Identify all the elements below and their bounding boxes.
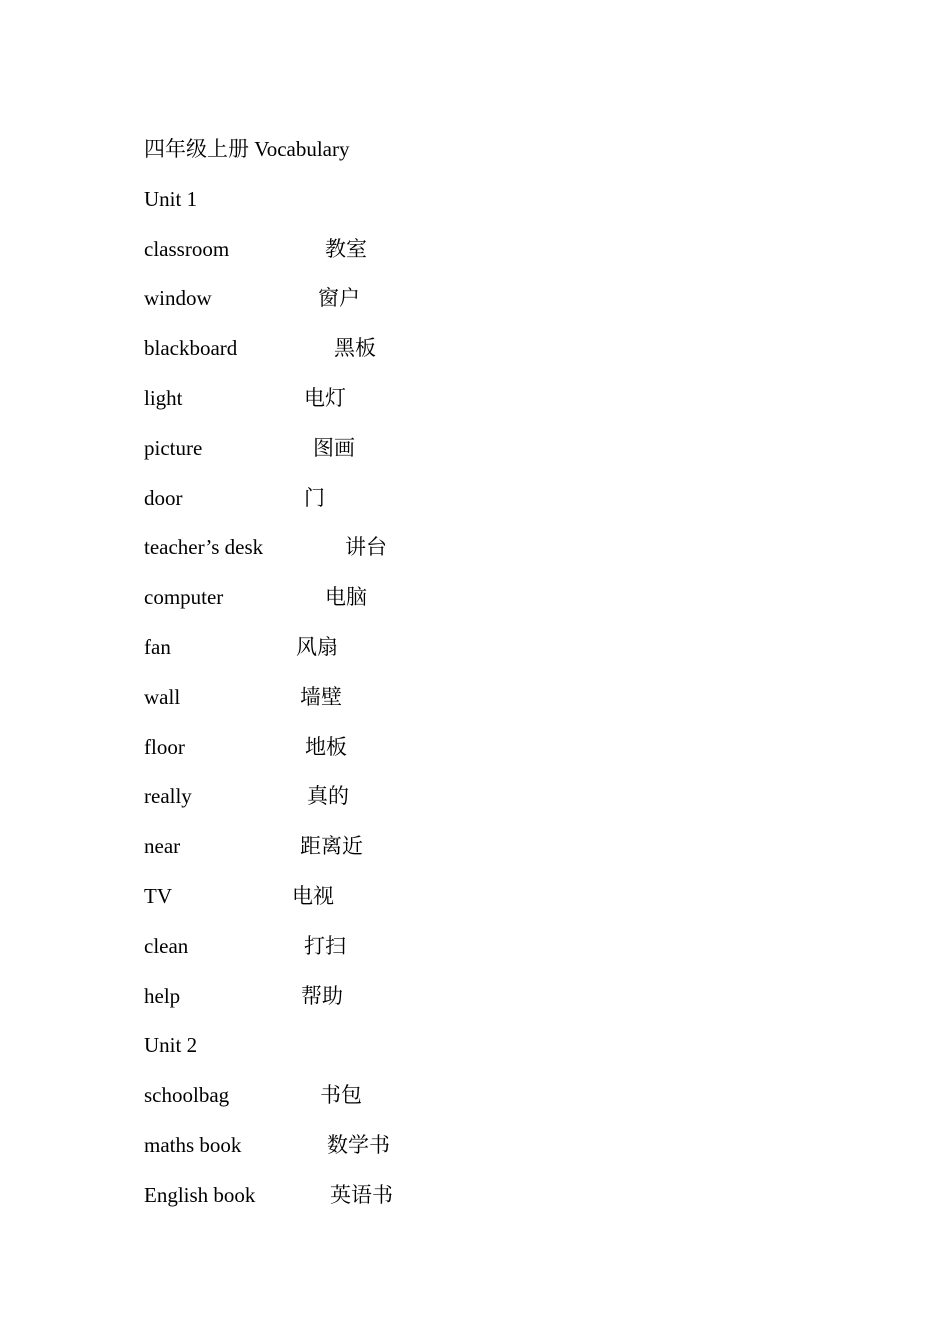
vocab-chinese: 真的: [307, 784, 349, 809]
vocab-english: help: [144, 983, 181, 1008]
vocab-row: [144, 283, 844, 333]
unit-heading: Unit 2: [144, 1033, 198, 1058]
vocab-english: blackboard: [144, 336, 238, 361]
vocab-row: [144, 981, 844, 1031]
vocab-chinese: 打扫: [304, 933, 346, 958]
document-page: [144, 134, 844, 1230]
vocab-row: [144, 831, 844, 881]
vocab-english: floor: [144, 734, 185, 759]
vocab-row: [144, 632, 844, 682]
vocab-chinese: 电灯: [304, 385, 346, 410]
vocab-chinese: 英语书: [330, 1182, 393, 1207]
vocab-row: [144, 732, 844, 782]
vocab-chinese: 墙壁: [300, 684, 342, 709]
vocab-chinese: 风扇: [296, 634, 338, 659]
vocab-chinese: 地板: [305, 734, 347, 759]
vocab-row: [144, 333, 844, 383]
vocab-row: [144, 1130, 844, 1180]
vocab-english: classroom: [144, 236, 230, 261]
vocab-chinese: 电脑: [325, 585, 367, 610]
vocab-english: clean: [144, 933, 189, 958]
vocab-chinese: 窗户: [318, 286, 360, 311]
vocab-chinese: 数学书: [327, 1132, 390, 1157]
vocab-english: really: [144, 784, 192, 809]
vocab-row: [144, 483, 844, 533]
vocab-chinese: 图画: [313, 435, 355, 460]
unit-heading-line: [144, 1030, 844, 1080]
vocab-english: teacher’s desk: [144, 535, 264, 560]
vocab-english: window: [144, 286, 212, 311]
document-title-line: [144, 134, 844, 184]
vocab-english: picture: [144, 435, 203, 460]
vocab-chinese: 教室: [325, 236, 367, 261]
vocab-english: maths book: [144, 1132, 242, 1157]
vocab-row: [144, 931, 844, 981]
unit-heading-line: [144, 184, 844, 234]
vocab-row: [144, 881, 844, 931]
vocab-english: English book: [144, 1182, 256, 1207]
vocab-english: fan: [144, 634, 171, 659]
vocab-chinese: 电视: [292, 883, 334, 908]
vocab-row: [144, 383, 844, 433]
vocab-english: light: [144, 385, 183, 410]
unit-heading: Unit 1: [144, 186, 198, 211]
vocab-chinese: 帮助: [301, 983, 343, 1008]
vocab-english: TV: [144, 883, 172, 908]
vocab-row: [144, 682, 844, 732]
vocab-row: [144, 433, 844, 483]
document-title: 四年级上册 Vocabulary: [144, 137, 350, 161]
vocab-row: [144, 532, 844, 582]
vocab-chinese: 黑板: [334, 336, 376, 361]
vocab-english: schoolbag: [144, 1083, 230, 1108]
vocab-chinese: 距离近: [300, 834, 363, 859]
vocab-english: near: [144, 834, 181, 859]
vocab-row: [144, 1180, 844, 1230]
vocab-row: [144, 781, 844, 831]
vocab-row: [144, 1080, 844, 1130]
vocab-english: door: [144, 485, 183, 510]
vocab-chinese: 门: [304, 485, 325, 510]
vocab-row: [144, 582, 844, 632]
vocab-english: wall: [144, 684, 181, 709]
vocab-row: [144, 234, 844, 284]
vocab-chinese: 讲台: [345, 535, 387, 560]
vocab-english: computer: [144, 585, 224, 610]
vocab-chinese: 书包: [320, 1083, 362, 1108]
